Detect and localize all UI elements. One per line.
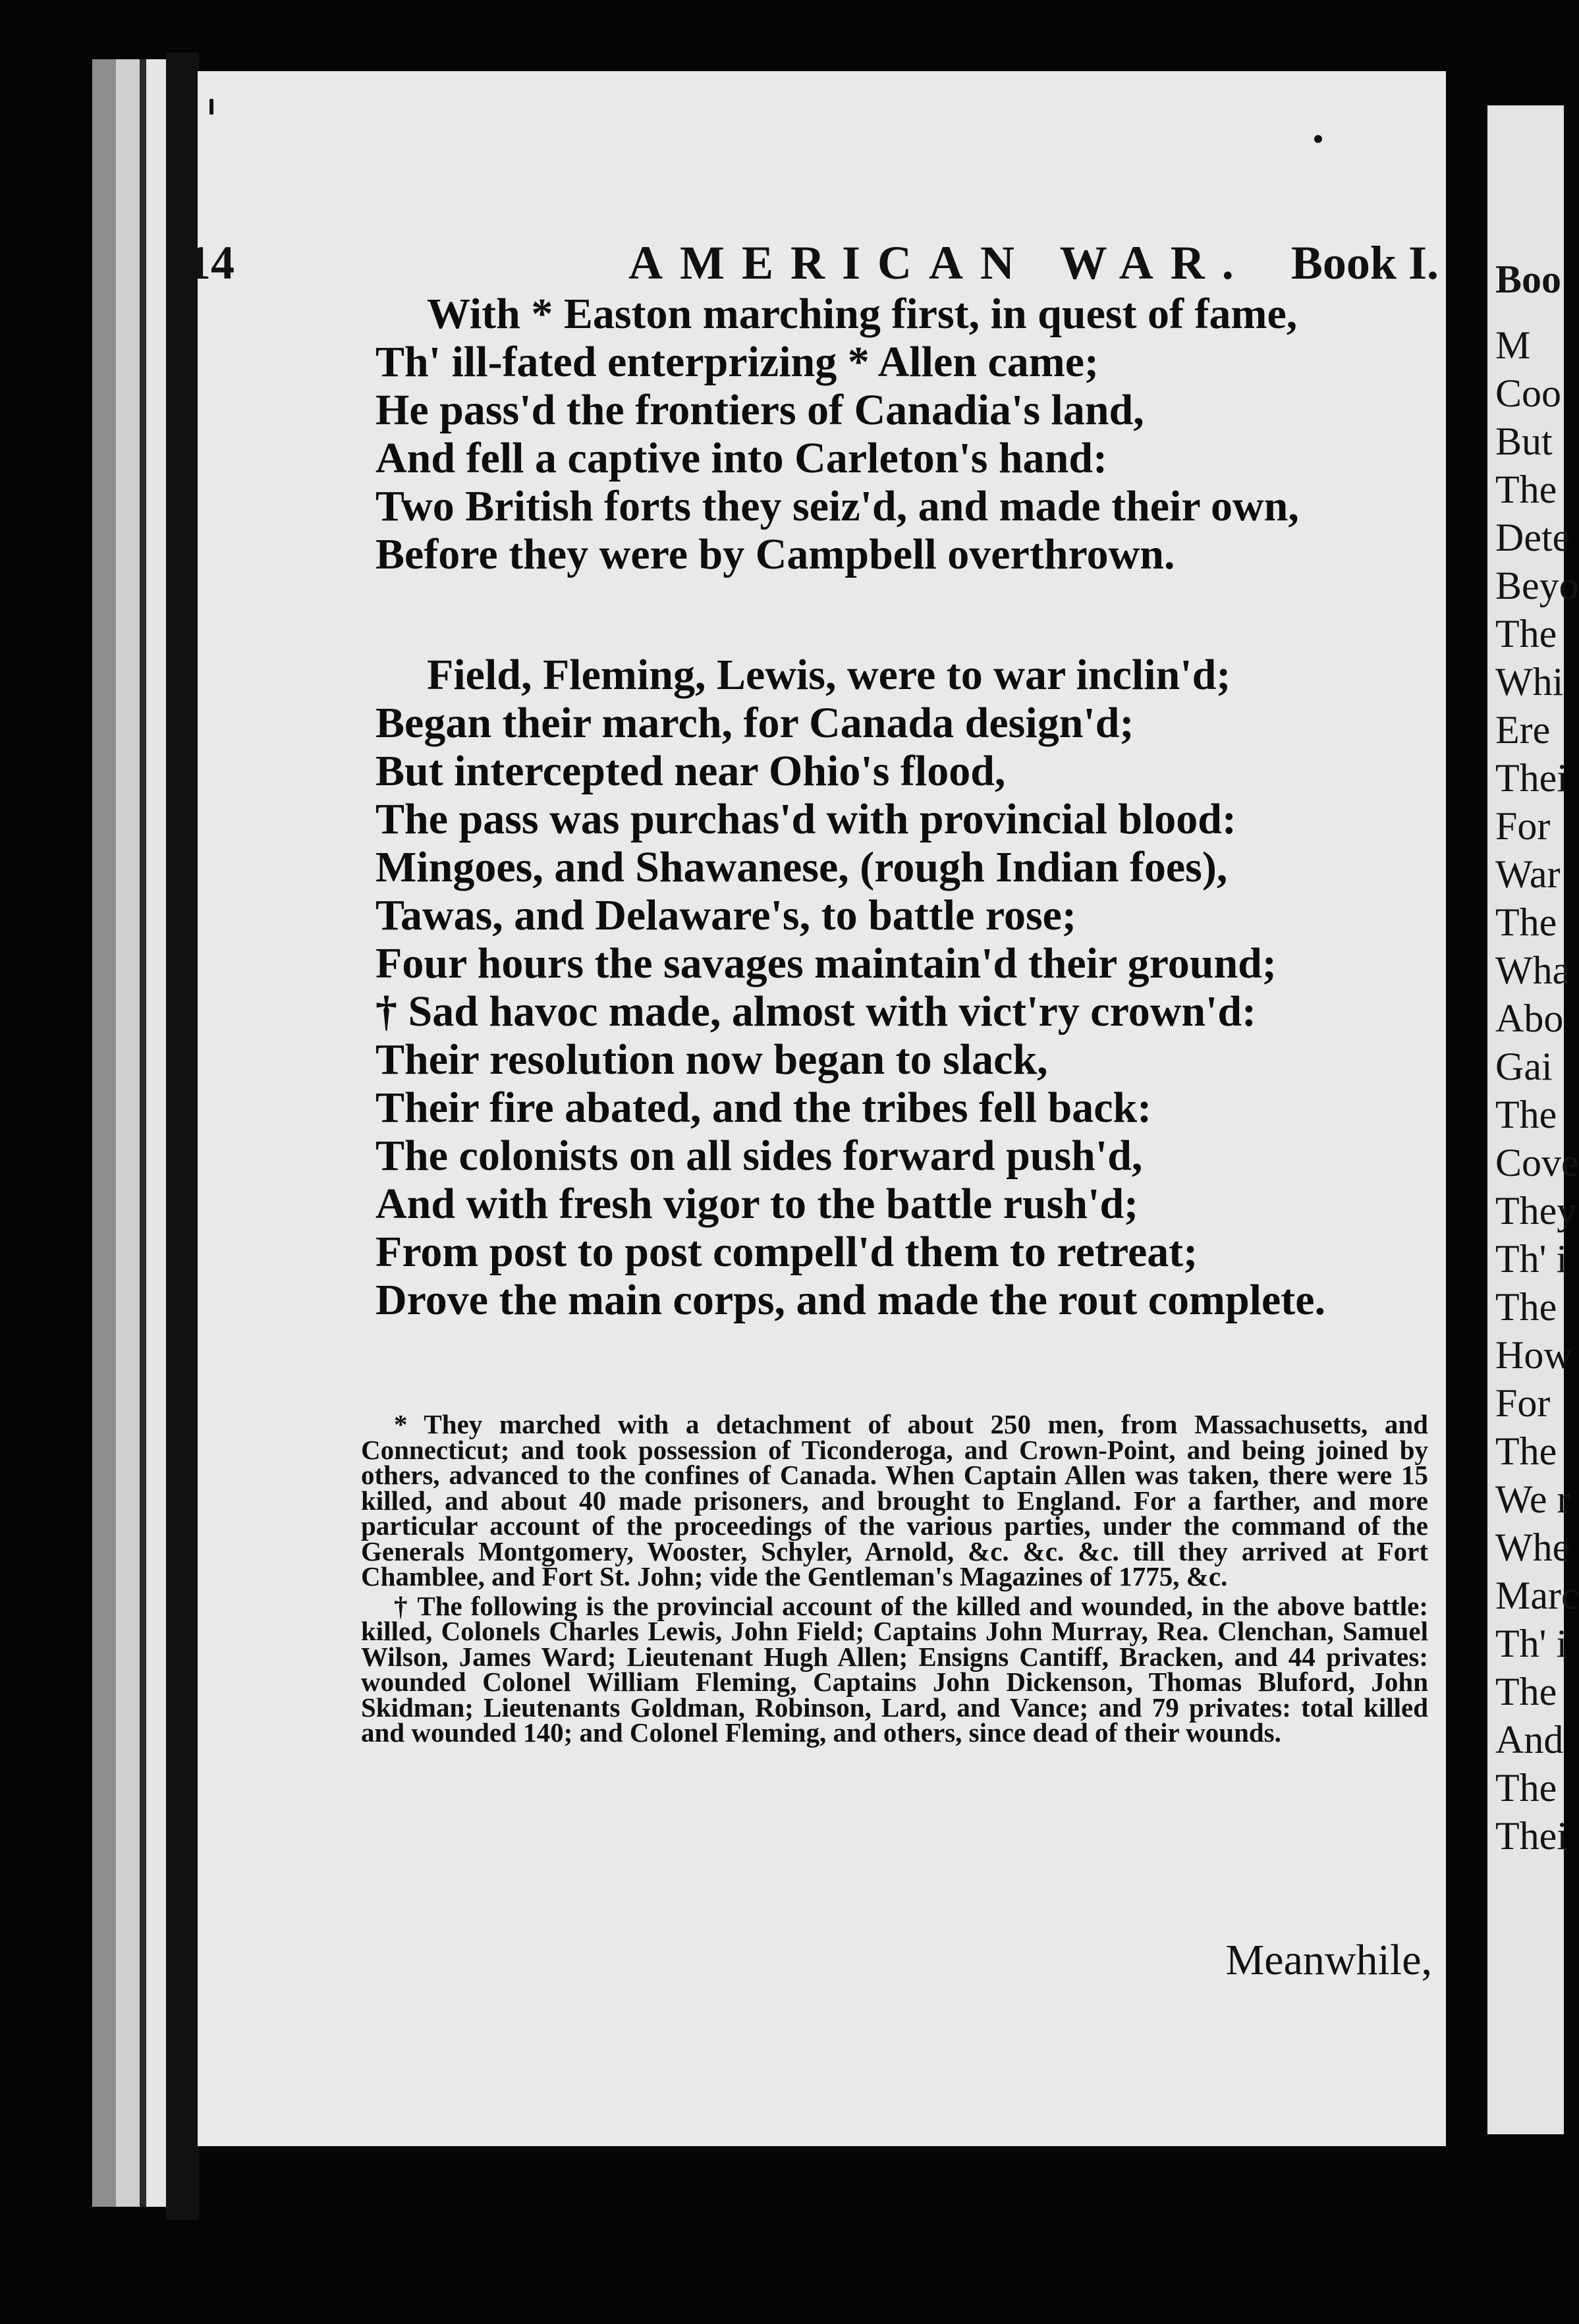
facing-page-line: They: [1495, 1189, 1577, 1232]
page-edge-strip: [146, 59, 166, 2207]
facing-page-line: Th' i: [1495, 1622, 1568, 1665]
verse-line: Two British forts they seiz'd, and made their own,: [375, 482, 1299, 530]
facing-page-header: Boo: [1495, 258, 1562, 301]
page-number: 14: [187, 236, 235, 289]
facing-page-line: The: [1495, 612, 1557, 655]
facing-page-line: We r: [1495, 1478, 1570, 1521]
verse-line: From post to post compell'd them to retreat;: [375, 1228, 1198, 1276]
ink-speck: [209, 99, 213, 115]
stanza-2: [375, 651, 1429, 1324]
verse-line: † Sad havoc made, almost with vict'ry crown'd:: [375, 987, 1257, 1036]
verse-line: Th' ill-fated enterprizing * Allen came;: [375, 338, 1099, 386]
verse-line: Drove the main corps, and made the rout complete.: [375, 1276, 1326, 1324]
facing-page-line: The: [1495, 900, 1557, 944]
facing-page-line: And: [1495, 1718, 1564, 1761]
facing-page-line: Whe: [1495, 1526, 1570, 1569]
facing-page-line: Whi: [1495, 660, 1564, 704]
verse-line: Their fire abated, and the tribes fell back:: [375, 1084, 1152, 1132]
page-edge-strip: [92, 59, 116, 2207]
verse-line: Tawas, and Delaware's, to battle rose;: [375, 891, 1076, 939]
verse-line: With * Easton marching first, in quest of fame,: [427, 290, 1298, 338]
facing-page-line: Beyo: [1495, 564, 1579, 607]
verse-line: And fell a captive into Carleton's hand:: [375, 434, 1108, 482]
book-number: Book I.: [1290, 236, 1439, 289]
verse-line: Began their march, for Canada design'd;: [375, 699, 1134, 747]
verse-line: Before they were by Campbell overthrown.: [375, 530, 1175, 578]
verse-line: But intercepted near Ohio's flood,: [375, 747, 1006, 795]
facing-page-line: Coo: [1495, 372, 1562, 415]
facing-page-line: War: [1495, 852, 1561, 896]
facing-page-line: The: [1495, 1766, 1557, 1810]
verse-line: Their resolution now began to slack,: [375, 1036, 1048, 1084]
facing-page-line: How: [1495, 1333, 1572, 1377]
verse-line: Mingoes, and Shawanese, (rough Indian foes),: [375, 843, 1228, 891]
facing-page-line: Dete: [1495, 516, 1570, 559]
facing-page-line: Cove: [1495, 1141, 1579, 1184]
page-edge-strip: [116, 59, 140, 2207]
verse-line: The colonists on all sides forward push'd,: [375, 1132, 1143, 1180]
ink-speck: [1314, 135, 1322, 143]
facing-page-line: The: [1495, 468, 1557, 511]
facing-page-line: M: [1495, 323, 1531, 367]
facing-page-line: For: [1495, 1381, 1551, 1425]
stanza-1: [375, 290, 1429, 578]
verse-line: The pass was purchas'd with provincial blood:: [375, 795, 1236, 843]
facing-page-line: For: [1495, 804, 1551, 848]
footnote: * They marched with a detachment of about 250 men, from Massachusetts, and Connecticut; and took possession of Ticonderoga, and Crown-Point, and being joined by others, advanced to the confines of Canada. When Captain Allen was taken, there were 15 killed, and about 40 made prisoners, and brought to England. For a farther, and more particular account of the proceedings of the various parties, under the command of the Generals Montgomery, Wooster, Schyler, Arnold, &c. &c. &c. till they arrived at Fort Chamblee, and Fort St. John; vide the Gentleman's Magazines of 1775, &c.: [361, 1409, 1428, 1591]
facing-page-line: Thei: [1495, 756, 1568, 800]
running-head: [187, 236, 1439, 295]
facing-page-line: The: [1495, 1429, 1557, 1473]
page-edge-strip: [140, 59, 146, 2207]
facing-page-line: Thei: [1495, 1814, 1568, 1858]
catchword: Meanwhile,: [1225, 1936, 1432, 1984]
verse-line: He pass'd the frontiers of Canadia's land,: [375, 386, 1144, 434]
book-spine: [166, 53, 199, 2220]
facing-page-line: The: [1495, 1093, 1557, 1136]
footnote: † The following is the provincial account of the killed and wounded, in the above battle: killed, Colonels Charles Lewis, John Field; Captains John Murray, Rea. Clenchan, Samuel Wilson, James Ward; Lieutenant Hugh Allen; Ensigns Cantiff, Bracken, and 44 privates: wounded Colonel William Fleming, Captains John Dickenson, Thomas Bluford, John Skidman; Lieutenants Goldman, Robinson, Lard, and Vance; and 79 privates: total killed and wounded 140; and Colonel Fleming, and others, since dead of their wounds.: [361, 1590, 1428, 1748]
facing-page: [1487, 105, 1579, 2134]
running-title: AMERICAN WAR.: [628, 236, 1251, 289]
facing-page-line: Marc: [1495, 1574, 1579, 1617]
footnotes: [361, 1409, 1428, 1750]
facing-page-line: The: [1495, 1670, 1557, 1713]
facing-page-line: Gai: [1495, 1045, 1553, 1088]
verse-line: Field, Fleming, Lewis, were to war inclin'd;: [427, 651, 1231, 699]
facing-page-line: The: [1495, 1285, 1557, 1329]
facing-page-line: But: [1495, 420, 1553, 463]
facing-page-line: Abo: [1495, 997, 1564, 1040]
facing-page-line: Ere: [1495, 708, 1551, 752]
facing-page-line: Wha: [1495, 949, 1570, 992]
verse-line: Four hours the savages maintain'd their ground;: [375, 939, 1277, 987]
verse-line: And with fresh vigor to the battle rush'd;: [375, 1180, 1139, 1228]
facing-page-line: Th' i: [1495, 1237, 1568, 1281]
